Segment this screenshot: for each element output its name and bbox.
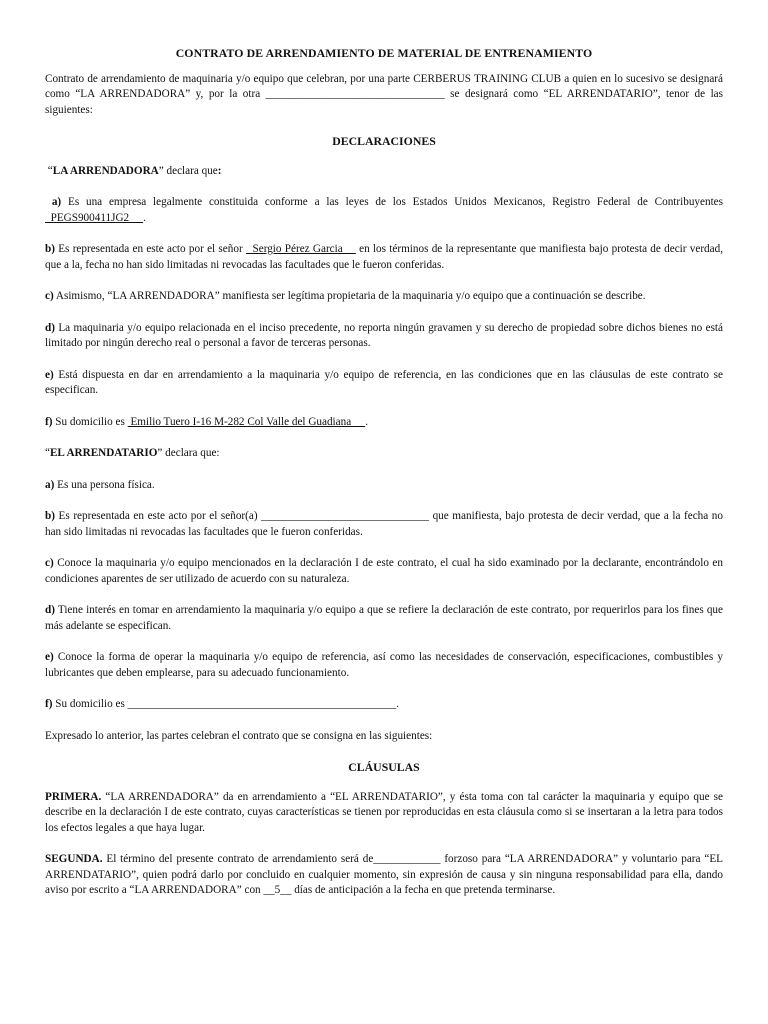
clause-end: . — [143, 211, 146, 224]
arrendatario-heading-name: EL ARRENDATARIO — [49, 447, 158, 459]
arrendatario-declaration-b — [45, 509, 723, 540]
arrendadora-address-field: Emilio Tuero I-16 M-282 Col Valle del Guadiana — [127, 415, 366, 428]
clause-label: e) — [45, 651, 54, 663]
clause-label: c) — [45, 290, 54, 302]
arrendatario-heading-close: ” declara que: — [157, 447, 220, 459]
clause-text: El término del presente contrato de arrendamiento será de — [102, 853, 374, 865]
clause-label: a) — [45, 478, 55, 491]
intro-text-b: se designará como “EL ARRENDATARIO”, tenor de las siguientes: — [45, 88, 723, 116]
arrendadora-declaration-b — [45, 242, 723, 273]
arrendatario-declaration-e — [45, 650, 723, 681]
clause-label: e) — [45, 368, 54, 381]
representative-name-field: Sergio Pérez Garcia — [245, 243, 356, 255]
declaraciones-heading: DECLARACIONES — [332, 134, 436, 148]
clause-label: d) — [45, 321, 55, 334]
arrendadora-heading-name: LA ARRENDADORA — [52, 164, 159, 177]
clause-text: forzoso para “LA ARRENDADORA” y voluntario para “EL ARRENDATARIO”, quien podrá darlo por concluido en cualquier momento, sin expresión de causa y sin ninguna responsabilidad para ella, dando aviso por escrito a “LA ARRENDADORA” con — [45, 853, 723, 896]
clause-text: Es una empresa legalmente constituida conforme a las leyes de los Estados Unidos Mexicanos, Registro Federal de Contribuyentes — [61, 196, 724, 208]
clause-end: . — [365, 415, 368, 428]
arrendatario-representative-blank: ______________________________ — [261, 510, 429, 522]
clausula-primera — [45, 790, 723, 837]
clause-text: Está dispuesta en dar en arrendamiento a la maquinaria y/o equipo de referencia, en las condiciones que en las cláusulas de este contrato se especifican. — [45, 368, 723, 396]
clause-end: . — [396, 698, 399, 710]
clause-text: que manifiesta, bajo protesta de decir verdad, que a la fecha no han sido limitadas ni revocadas las facultades que le fueron conferidas. — [45, 510, 723, 538]
arrendadora-declaration-e — [45, 368, 723, 399]
arrendadora-declaration-a — [45, 195, 723, 226]
arrendatario-declaration-c — [45, 556, 723, 587]
clause-label: f) — [45, 698, 53, 710]
clause-text: Asimismo, “LA ARRENDADORA” manifiesta ser legítima propietaria de la maquinaria y/o equipo que a continuación se describe. — [53, 290, 646, 302]
clause-label: b) — [45, 510, 55, 522]
clause-text: días de anticipación a la fecha en que pretenda terminarse. — [291, 884, 556, 896]
clause-text: Es representada en este acto por el señor — [54, 243, 246, 255]
rfc-field: PEGS900411JG2 — [45, 211, 144, 224]
arrendatario-declaration-f — [45, 697, 723, 713]
clause-text: Es una persona física. — [54, 478, 155, 491]
arrendatario-heading-open: “ — [45, 447, 50, 459]
term-blank: ____________ — [373, 853, 441, 865]
clause-label: PRIMERA. — [45, 790, 102, 803]
clause-text: Conoce la forma de operar la maquinaria y/o equipo de referencia, así como las necesidades de conservación, especificaciones, combustibles y lubricantes que deben emplearse, para su adecuado funcionamiento. — [45, 651, 723, 679]
clause-text: Su domicilio es — [52, 698, 128, 710]
arrendadora-heading-open: “ — [47, 164, 53, 177]
clausulas-heading: CLÁUSULAS — [348, 760, 420, 774]
arrendatario-address-blank: ________________________________________________ — [127, 698, 397, 710]
clausula-segunda — [45, 852, 723, 899]
arrendatario-name-blank: ________________________________ — [265, 88, 445, 100]
arrendadora-heading — [45, 164, 723, 180]
expresado-paragraph: Expresado lo anterior, las partes celebran el contrato que se consigna en las siguientes: — [45, 729, 433, 742]
clause-label: f) — [45, 415, 53, 428]
clause-text: Es representada en este acto por el señor(a) — [54, 510, 262, 522]
clause-text: “LA ARRENDADORA” da en arrendamiento a “EL ARRENDATARIO”, y ésta toma con tal carácter la maquinaria y equipo que se describe en la declaración I de este contrato, cuyas características se tienen por reproducidas en esta cláusula como si se insertaran a la letra para todos los efectos legales a que haya lugar. — [45, 790, 723, 834]
clause-text: Conoce la maquinaria y/o equipo mencionados en la declaración I de este contrato, el cual ha sido examinado por la declarante, encontrándolo en condiciones aparentes de ser utilizado de acuerdo con su naturaleza. — [45, 557, 723, 585]
clause-label: b) — [45, 243, 55, 255]
arrendatario-heading — [45, 446, 723, 462]
arrendatario-declaration-a — [45, 478, 723, 494]
intro-text-a: Contrato de arrendamiento de maquinaria y/o equipo que celebran, por una parte CERBERUS TRAINING CLUB a quien en lo sucesivo se designará como “LA ARRENDADORA” y, por la otra — [45, 72, 723, 100]
arrendadora-declaration-c — [45, 289, 723, 305]
arrendadora-declaration-f — [45, 415, 723, 431]
clause-label: SEGUNDA. — [45, 853, 103, 865]
clause-text: La maquinaria y/o equipo relacionada en el inciso precedente, no reporta ningún gravamen y su derecho de propiedad sobre dichos bienes no está limitado por ningún derecho real o personal a favor de terceras personas. — [45, 321, 723, 349]
arrendadora-heading-colon: : — [217, 164, 222, 177]
clause-text: en los términos de la representante que manifiesta bajo protesta de decir verdad, que a la, fecha no han sido limitadas ni revocadas las facultades que le fueron conferidas. — [45, 243, 724, 271]
arrendadora-heading-close: ” declara que — [158, 164, 218, 177]
clause-label: c) — [45, 557, 54, 569]
arrendatario-declaration-d — [45, 603, 723, 634]
document-title: CONTRATO DE ARRENDAMIENTO DE MATERIAL DE ENTRENAMIENTO — [175, 46, 593, 60]
clause-text: Su domicilio es — [52, 415, 128, 428]
intro-paragraph — [45, 72, 723, 119]
clause-label: a) — [51, 196, 62, 208]
clause-text: Tiene interés en tomar en arrendamiento la maquinaria y/o equipo a que se refiere la declaración de este contrato, por requerirlos para los fines que más adelante se especifican. — [45, 604, 723, 632]
arrendadora-declaration-d — [45, 321, 723, 352]
notice-days-field: __5__ — [263, 884, 292, 896]
clause-label: d) — [45, 604, 55, 616]
